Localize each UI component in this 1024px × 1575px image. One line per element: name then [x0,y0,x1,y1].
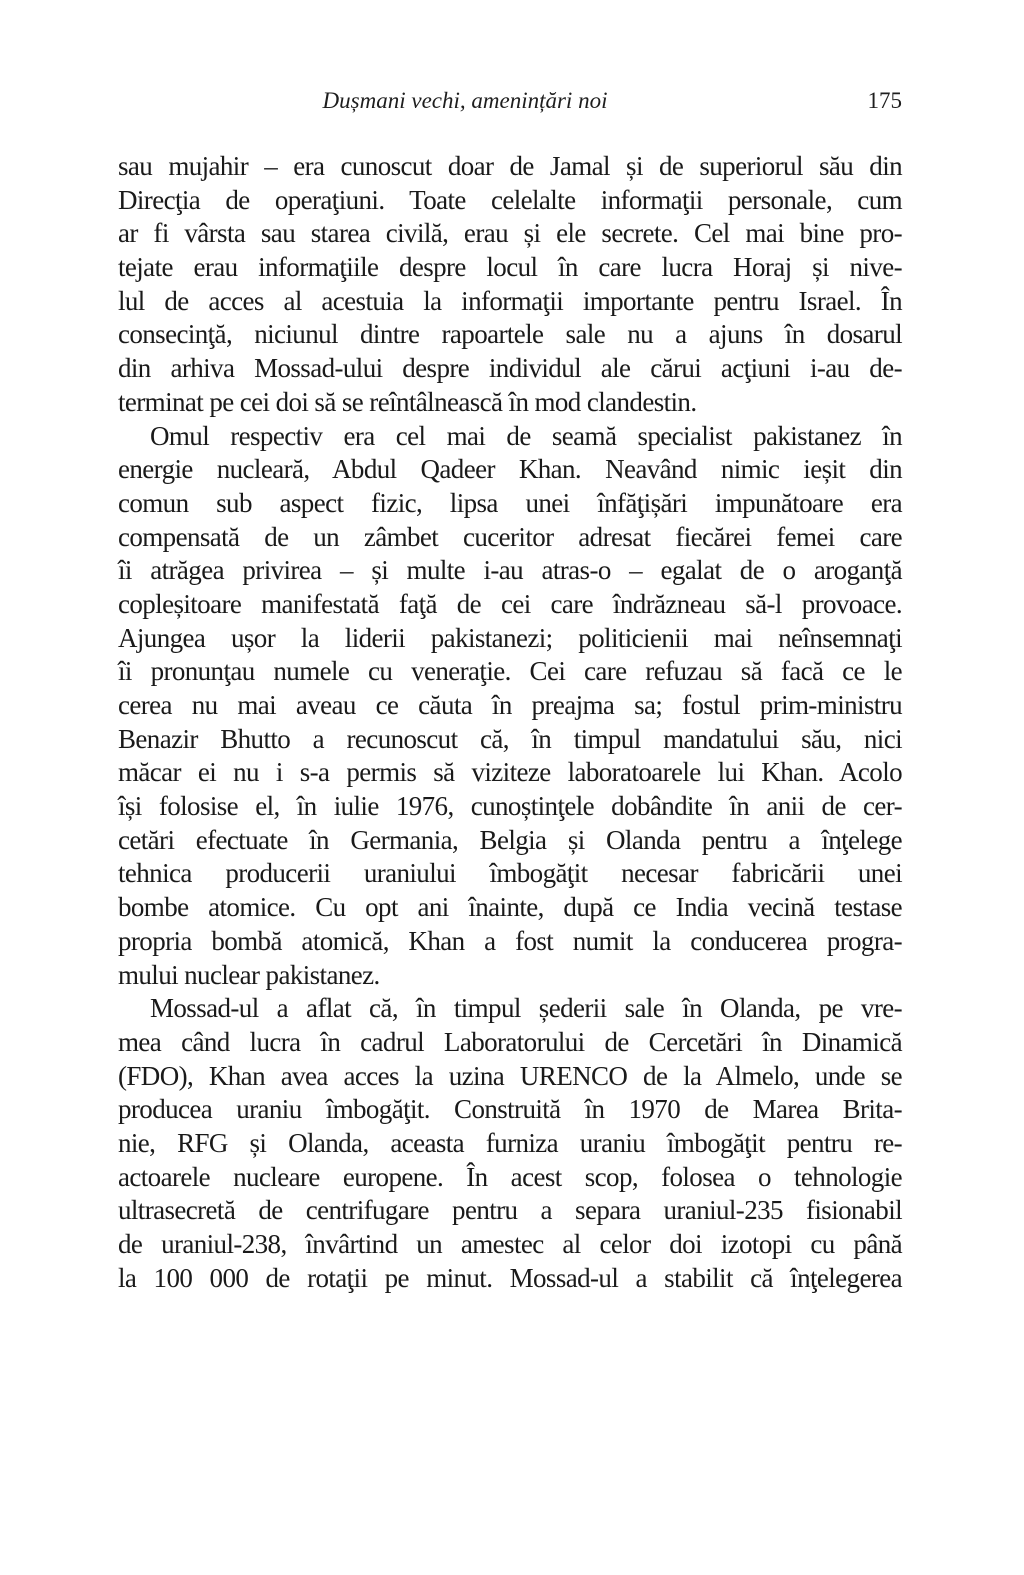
text-line: ultrasecretă de centrifugare pentru a separa uraniul-235 fisionabil [118,1195,902,1226]
text-line: propria bombă atomică, Khan a fost numit la conducerea progra- [118,925,902,956]
text-line: își folosise el, în iulie 1976, cunoștinţele dobândite în anii de cer- [118,791,902,822]
text-line: tejate erau informaţiile despre locul în care lucra Horaj și nive- [118,252,902,283]
text-line: de uraniul-238, învârtind un amestec al celor doi izotopi cu până [118,1229,902,1259]
text-line: consecinţă, niciunul dintre rapoartele sale nu a ajuns în dosarul [118,319,902,350]
text-line: comun sub aspect fizic, lipsa unei înfăţișări impunătoare era [118,487,902,518]
text-line: mea când lucra în cadrul Laboratorului de Cercetări în Dinamică [118,1026,902,1057]
text-line: Benazir Bhutto a recunoscut că, în timpul mandatului său, nici [118,723,902,754]
text-line: energie nucleară, Abdul Qadeer Khan. Neavând nimic ieșit din [118,454,902,485]
running-title: Dușmani vechi, amenințări noi [322,88,608,113]
text-line: îi atrăgea privirea – și multe i-au atras-o – egalat de o aroganţă [118,555,902,586]
text-line: din arhiva Mossad-ului despre individul ale cărui acţiuni i-au de- [118,353,902,384]
text-line: compensată de un zâmbet cuceritor adresat fiecărei femei care [118,521,902,552]
body-text [118,150,902,1295]
text-line: cetări efectuate în Germania, Belgia și Olanda pentru a înţelege [118,824,902,855]
text-line: Mossad-ul a aflat că, în timpul șederii sale în Olanda, pe vre- [150,993,902,1024]
text-line: măcar ei nu i s-a permis să viziteze laboratoarele lui Khan. Acolo [118,757,902,788]
text-line: copleșitoare manifestată faţă de cei care îndrăzneau să-l provoace. [118,588,902,619]
text-line: Ajungea ușor la liderii pakistanezi; politicienii mai neînsemnaţi [118,622,902,653]
text-line: nie, RFG și Olanda, aceasta furniza uraniu îmbogăţit pentru re- [118,1127,902,1158]
text-line: (FDO), Khan avea acces la uzina URENCO de la Almelo, unde se [118,1060,902,1091]
text-line: ar fi vârsta sau starea civilă, erau și ele secrete. Cel mai bine pro- [118,218,902,249]
text-line: mului nuclear pakistanez. [118,959,380,990]
text-line: bombe atomice. Cu opt ani înainte, după ce India vecină testase [118,892,902,923]
text-line: producea uraniu îmbogăţit. Construită în 1970 de Marea Brita- [118,1094,902,1125]
text-line: terminat pe cei doi să se reîntâlnească în mod clandestin. [118,386,697,417]
text-line: îi pronunţau numele cu veneraţie. Cei care refuzau să facă ce le [118,656,902,687]
text-line: tehnica producerii uraniului îmbogăţit necesar fabricării unei [118,858,902,889]
running-header [118,84,902,118]
text-line: cerea nu mai aveau ce căuta în preajma sa; fostul prim-ministru [118,690,902,720]
text-line: lul de acces al acestuia la informaţii importante pentru Israel. În [118,285,902,316]
text-line: sau mujahir – era cunoscut doar de Jamal și de superiorul său din [118,151,902,181]
page-number: 175 [867,88,902,113]
text-line: Omul respectiv era cel mai de seamă specialist pakistanez în [150,420,902,451]
text-line: la 100 000 de rotaţii pe minut. Mossad-ul a stabilit că înţelegerea [118,1262,902,1293]
text-line: actoarele nucleare europene. În acest scop, folosea o tehnologie [118,1161,902,1192]
text-line: Direcţia de operaţiuni. Toate celelalte informaţii personale, cum [118,184,902,215]
